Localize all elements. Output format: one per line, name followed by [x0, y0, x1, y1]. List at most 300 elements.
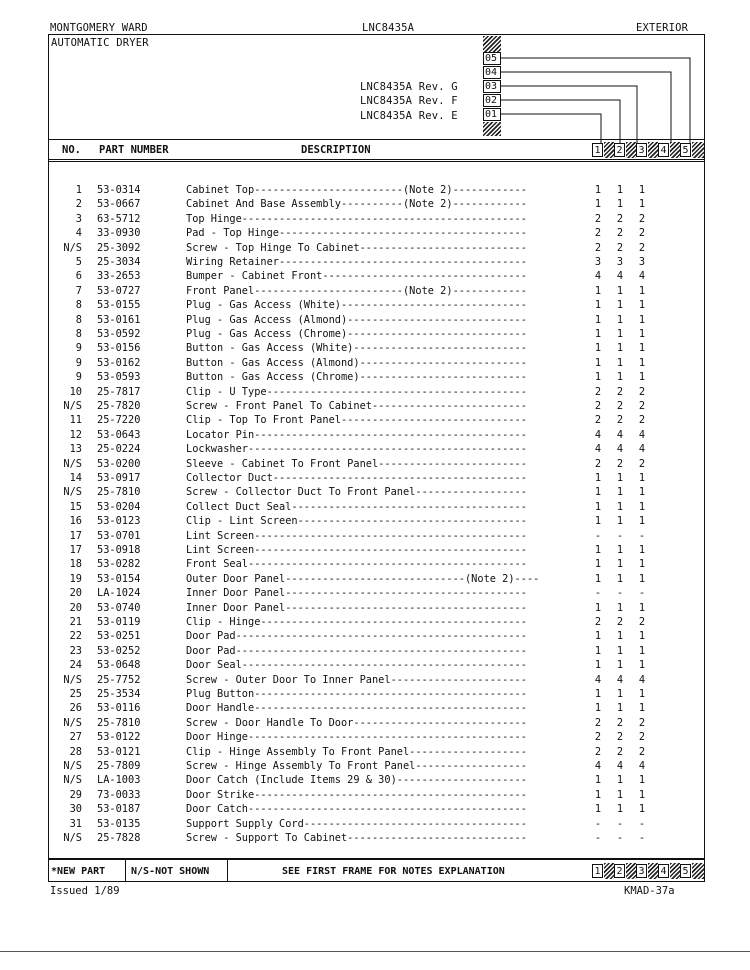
rev-code-05: 05	[483, 52, 501, 65]
table-row	[0, 701, 750, 715]
quantity-cell: 2	[638, 616, 646, 628]
quantity-cell: 1	[638, 313, 646, 326]
quantity-cell: 2	[616, 731, 624, 744]
rev-code-02: 02	[483, 94, 501, 107]
table-row	[0, 413, 750, 427]
part-number: 25-7817	[97, 385, 141, 398]
quantity-cell: -	[616, 587, 624, 600]
quantity-cell: 1	[594, 688, 602, 700]
quantity-cell: 4	[638, 673, 646, 686]
item-number: 17	[69, 529, 82, 542]
item-number: N/S	[63, 241, 82, 254]
quantity-cell: -	[638, 817, 646, 830]
table-row	[0, 586, 750, 600]
part-description: Wiring Retainer----------------------------------------	[186, 256, 527, 268]
part-description: Door Pad-----------------------------------------------	[186, 630, 527, 643]
item-number: 24	[69, 659, 82, 672]
quantity-cell: 1	[616, 313, 624, 326]
quantity-cell: 1	[594, 328, 602, 340]
quantity-cell: 1	[638, 198, 646, 211]
part-number: 53-0314	[97, 184, 141, 196]
quantity-cell: 2	[594, 616, 602, 628]
quantity-cell: 1	[594, 500, 602, 513]
quantity-cell: 1	[594, 299, 602, 312]
quantity-cell: 1	[594, 702, 602, 715]
quantity-cell: 1	[594, 472, 602, 484]
part-description: Screw - Front Panel To Cabinet-------------------------	[186, 400, 527, 412]
table-row	[0, 313, 750, 327]
item-number: N/S	[63, 760, 82, 772]
table-row	[0, 759, 750, 773]
table-row	[0, 745, 750, 759]
quantity-cell: 1	[594, 371, 602, 384]
quantity-cell: 1	[594, 601, 602, 614]
item-number: 18	[69, 558, 82, 571]
part-description: Front Seal---------------------------------------------	[186, 558, 527, 571]
item-number: 23	[69, 644, 82, 657]
table-row	[0, 327, 750, 341]
quantity-cell: 1	[616, 371, 624, 384]
part-number: 53-0701	[97, 529, 141, 542]
part-description: Plug - Gas Access (Almond)-----------------------------	[186, 313, 527, 326]
table-row	[0, 183, 750, 197]
footer-notes: SEE FIRST FRAME FOR NOTES EXPLANATION	[282, 866, 505, 877]
part-number: 53-0282	[97, 558, 141, 571]
quantity-cell: 1	[638, 572, 646, 585]
part-description: Button - Gas Access (Chrome)---------------------------	[186, 371, 527, 384]
quantity-cell: 2	[594, 400, 602, 412]
quantity-cell: 1	[638, 688, 646, 700]
table-row	[0, 370, 750, 384]
table-row	[0, 284, 750, 298]
part-number: 53-0251	[97, 630, 141, 643]
footer-qty-column-2: 2	[614, 864, 625, 878]
quantity-cell: 1	[616, 774, 624, 787]
table-row	[0, 817, 750, 831]
quantity-cell: 1	[616, 356, 624, 369]
part-description: Collector Duct-----------------------------------------	[186, 472, 527, 484]
table-row	[0, 773, 750, 787]
table-row	[0, 615, 750, 629]
table-row	[0, 356, 750, 370]
part-number: 53-0740	[97, 601, 141, 614]
quantity-cell: 1	[638, 702, 646, 715]
quantity-cell: 1	[638, 299, 646, 312]
quantity-cell: 1	[616, 198, 624, 211]
quantity-cell: 4	[594, 443, 602, 456]
item-number: 2	[75, 198, 82, 211]
quantity-cell: 2	[616, 616, 624, 628]
quantity-cell: 1	[616, 702, 624, 715]
part-number: 53-0917	[97, 472, 141, 484]
rev-code-04: 04	[483, 66, 501, 79]
part-number: 53-0135	[97, 817, 141, 830]
part-number: 73-0033	[97, 788, 141, 801]
quantity-cell: 2	[616, 227, 624, 240]
quantity-cell: 2	[616, 212, 624, 225]
quantity-cell: -	[594, 832, 602, 844]
part-description: Screw - Collector Duct To Front Panel------------------	[186, 486, 527, 499]
quantity-cell: 2	[638, 745, 646, 758]
item-number: 22	[69, 630, 82, 643]
quantity-cell: 1	[638, 601, 646, 614]
quantity-cell: 1	[638, 803, 646, 816]
item-number: 21	[69, 616, 82, 628]
parts-list	[0, 183, 750, 853]
table-row	[0, 500, 750, 514]
qty-column-4: 4	[658, 143, 669, 157]
table-row	[0, 428, 750, 442]
table-row	[0, 529, 750, 543]
table-row	[0, 572, 750, 586]
qty-column-hatch	[692, 142, 704, 158]
quantity-cell: 2	[594, 457, 602, 470]
quantity-cell: 4	[594, 760, 602, 772]
table-row	[0, 442, 750, 456]
quantity-cell: 4	[638, 270, 646, 283]
table-row	[0, 485, 750, 499]
revision-label-e: LNC8435A Rev. E	[360, 110, 458, 122]
item-number: 6	[75, 270, 82, 283]
quantity-cell: 2	[638, 716, 646, 729]
part-description: Lint Screen--------------------------------------------	[186, 544, 527, 556]
quantity-cell: 1	[638, 328, 646, 340]
quantity-cell: 2	[616, 457, 624, 470]
quantity-cell: 4	[616, 428, 624, 441]
part-description: Door Catch---------------------------------------------	[186, 803, 527, 816]
quantity-cell: 4	[616, 443, 624, 456]
part-number: 53-0116	[97, 702, 141, 715]
part-number: 25-7828	[97, 832, 141, 844]
part-number: 25-7809	[97, 760, 141, 772]
part-description: Clip - Hinge Assembly To Front Panel-------------------	[186, 745, 527, 758]
scan-edge-rule	[0, 951, 750, 952]
quantity-cell: 1	[616, 328, 624, 340]
table-row	[0, 557, 750, 571]
part-number: 25-7752	[97, 673, 141, 686]
quantity-cell: 1	[594, 184, 602, 196]
part-description: Support Supply Cord------------------------------------	[186, 817, 527, 830]
part-number: LA-1024	[97, 587, 141, 600]
brand-label: MONTGOMERY WARD	[50, 22, 148, 34]
quantity-cell: 2	[616, 414, 624, 427]
quantity-cell: 1	[638, 788, 646, 801]
part-description: Button - Gas Access (White)----------------------------	[186, 342, 527, 355]
part-number: 25-7820	[97, 400, 141, 412]
part-description: Collect Duct Seal--------------------------------------	[186, 500, 527, 513]
item-number: 9	[75, 356, 82, 369]
quantity-cell: 1	[616, 572, 624, 585]
table-row	[0, 788, 750, 802]
part-description: Lockwasher---------------------------------------------	[186, 443, 527, 456]
part-description: Screw - Hinge Assembly To Front Panel------------------	[186, 760, 527, 772]
part-number: 53-0667	[97, 198, 141, 211]
item-number: 5	[75, 256, 82, 268]
quantity-cell: 2	[638, 400, 646, 412]
item-number: N/S	[63, 774, 82, 787]
item-number: 9	[75, 371, 82, 384]
rev-code-03: 03	[483, 80, 501, 93]
quantity-cell: 2	[616, 400, 624, 412]
part-number: 33-0930	[97, 227, 141, 240]
part-description: Lint Screen--------------------------------------------	[186, 529, 527, 542]
part-description: Clip - U Type------------------------------------------	[186, 385, 527, 398]
quantity-cell: 4	[616, 270, 624, 283]
quantity-cell: 4	[638, 760, 646, 772]
part-number: 53-0123	[97, 515, 141, 528]
part-number: 53-0162	[97, 356, 141, 369]
item-number: 20	[69, 587, 82, 600]
item-number: 29	[69, 788, 82, 801]
item-number: N/S	[63, 400, 82, 412]
quantity-cell: -	[594, 529, 602, 542]
quantity-cell: 1	[616, 486, 624, 499]
item-number: 12	[69, 428, 82, 441]
table-row	[0, 514, 750, 528]
qty-column-2: 2	[614, 143, 625, 157]
product-label: AUTOMATIC DRYER	[51, 37, 149, 49]
part-number: 53-0204	[97, 500, 141, 513]
quantity-cell: 2	[616, 241, 624, 254]
quantity-cell: 2	[594, 716, 602, 729]
quantity-cell: -	[616, 817, 624, 830]
item-number: N/S	[63, 832, 82, 844]
part-number: 53-0592	[97, 328, 141, 340]
qty-column-hatch	[604, 142, 614, 158]
part-number: 53-0154	[97, 572, 141, 585]
part-description: Front Panel------------------------(Note 2)------------	[186, 284, 527, 297]
table-row	[0, 802, 750, 816]
part-number: 25-3534	[97, 688, 141, 700]
table-row	[0, 471, 750, 485]
table-row	[0, 226, 750, 240]
item-number: 14	[69, 472, 82, 484]
part-number: LA-1003	[97, 774, 141, 787]
part-number: 53-0187	[97, 803, 141, 816]
quantity-cell: 1	[638, 558, 646, 571]
table-row	[0, 255, 750, 269]
part-description: Door Seal----------------------------------------------	[186, 659, 527, 672]
table-row	[0, 269, 750, 283]
table-row	[0, 601, 750, 615]
quantity-cell: 2	[594, 385, 602, 398]
table-row	[0, 644, 750, 658]
item-number: 19	[69, 572, 82, 585]
part-description: Cabinet Top------------------------(Note 2)------------	[186, 184, 527, 196]
quantity-cell: 1	[594, 659, 602, 672]
quantity-cell: 3	[616, 256, 624, 268]
quantity-cell: 1	[616, 544, 624, 556]
qty-column-hatch	[648, 142, 658, 158]
quantity-cell: 1	[594, 558, 602, 571]
section-label: EXTERIOR	[636, 22, 689, 34]
table-row	[0, 687, 750, 701]
quantity-cell: 4	[638, 428, 646, 441]
footer-qty-hatch	[604, 863, 614, 879]
quantity-cell: 1	[638, 284, 646, 297]
quantity-cell: 1	[638, 515, 646, 528]
part-description: Door Catch (Include Items 29 & 30)---------------------	[186, 774, 527, 787]
quantity-cell: 1	[594, 630, 602, 643]
part-number: 53-0156	[97, 342, 141, 355]
qty-column-3: 3	[636, 143, 647, 157]
quantity-cell: 2	[638, 227, 646, 240]
quantity-cell: 1	[616, 342, 624, 355]
quantity-cell: 3	[594, 256, 602, 268]
part-number: 53-0121	[97, 745, 141, 758]
part-description: Screw - Top Hinge To Cabinet---------------------------	[186, 241, 527, 254]
part-number: 25-7810	[97, 716, 141, 729]
part-description: Top Hinge----------------------------------------------	[186, 212, 527, 225]
quantity-cell: -	[638, 587, 646, 600]
quantity-cell: 1	[616, 601, 624, 614]
quantity-cell: 1	[616, 184, 624, 196]
quantity-cell: 1	[616, 644, 624, 657]
quantity-cell: 1	[616, 659, 624, 672]
quantity-cell: 1	[616, 558, 624, 571]
quantity-cell: 2	[638, 731, 646, 744]
quantity-cell: 1	[594, 313, 602, 326]
footer-new-part: *NEW PART	[51, 866, 106, 877]
quantity-cell: 4	[594, 673, 602, 686]
table-row	[0, 716, 750, 730]
table-row	[0, 730, 750, 744]
footer-qty-hatch	[626, 863, 636, 879]
quantity-cell: 1	[638, 356, 646, 369]
quantity-cell: -	[638, 529, 646, 542]
item-number: N/S	[63, 673, 82, 686]
footer-divider	[227, 859, 228, 882]
quantity-cell: 1	[638, 472, 646, 484]
quantity-cell: 1	[616, 803, 624, 816]
part-number: 63-5712	[97, 212, 141, 225]
footer-qty-hatch	[648, 863, 658, 879]
quantity-cell: 1	[594, 356, 602, 369]
part-description: Plug - Gas Access (Chrome)-----------------------------	[186, 328, 527, 340]
part-description: Sleeve - Cabinet To Front Panel------------------------	[186, 457, 527, 470]
item-number: 15	[69, 500, 82, 513]
quantity-cell: 4	[594, 270, 602, 283]
quantity-cell: 2	[616, 716, 624, 729]
quantity-cell: 1	[638, 644, 646, 657]
quantity-cell: 2	[638, 212, 646, 225]
item-number: 13	[69, 443, 82, 456]
footer-qty-column-5: 5	[680, 864, 691, 878]
item-number: 8	[75, 328, 82, 340]
quantity-cell: -	[594, 587, 602, 600]
quantity-cell: 1	[638, 500, 646, 513]
quantity-cell: 2	[594, 227, 602, 240]
item-number: 31	[69, 817, 82, 830]
quantity-cell: 1	[594, 544, 602, 556]
quantity-cell: 1	[616, 630, 624, 643]
document-code: KMAD-37a	[624, 885, 675, 897]
item-number: 25	[69, 688, 82, 700]
quantity-cell: 2	[638, 414, 646, 427]
part-description: Clip - Hinge-------------------------------------------	[186, 616, 527, 628]
item-number: 9	[75, 342, 82, 355]
part-description: Door Handle--------------------------------------------	[186, 702, 527, 715]
quantity-cell: -	[638, 832, 646, 844]
quantity-cell: 1	[638, 544, 646, 556]
part-number: 25-3092	[97, 241, 141, 254]
quantity-cell: 2	[594, 414, 602, 427]
part-number: 53-0122	[97, 731, 141, 744]
part-description: Clip - Lint Screen-------------------------------------	[186, 515, 527, 528]
quantity-cell: 4	[616, 760, 624, 772]
qty-column-5: 5	[680, 143, 691, 157]
quantity-cell: 1	[594, 198, 602, 211]
part-number: 53-0648	[97, 659, 141, 672]
part-number: 25-7810	[97, 486, 141, 499]
table-row	[0, 457, 750, 471]
part-description: Button - Gas Access (Almond)---------------------------	[186, 356, 527, 369]
quantity-cell: 1	[594, 284, 602, 297]
footer-qty-hatch	[670, 863, 680, 879]
qty-column-1: 1	[592, 143, 603, 157]
part-number: 53-0593	[97, 371, 141, 384]
quantity-cell: -	[594, 817, 602, 830]
quantity-cell: 1	[594, 486, 602, 499]
quantity-cell: 2	[616, 385, 624, 398]
quantity-cell: 1	[616, 500, 624, 513]
item-number: 4	[75, 227, 82, 240]
quantity-cell: 1	[638, 371, 646, 384]
footer-not-shown: N/S-NOT SHOWN	[131, 866, 210, 877]
part-number: 53-0200	[97, 457, 141, 470]
part-description: Inner Door Panel---------------------------------------	[186, 587, 527, 600]
part-description: Pad - Top Hinge----------------------------------------	[186, 227, 527, 240]
quantity-cell: 4	[616, 673, 624, 686]
quantity-cell: -	[616, 832, 624, 844]
item-number: 3	[75, 212, 82, 225]
quantity-cell: 1	[594, 572, 602, 585]
part-description: Plug - Gas Access (White)------------------------------	[186, 299, 527, 312]
table-row	[0, 197, 750, 211]
table-row	[0, 385, 750, 399]
table-row	[0, 341, 750, 355]
quantity-cell: 2	[594, 745, 602, 758]
column-header-top-rule	[48, 139, 705, 140]
qty-column-hatch	[670, 142, 680, 158]
part-description: Inner Door Panel---------------------------------------	[186, 601, 527, 614]
quantity-cell: 1	[594, 803, 602, 816]
quantity-cell: 1	[638, 659, 646, 672]
quantity-cell: 2	[616, 745, 624, 758]
issued-date: Issued 1/89	[50, 885, 120, 897]
quantity-cell: 1	[616, 284, 624, 297]
part-description: Screw - Door Handle To Door----------------------------	[186, 716, 527, 729]
quantity-cell: 1	[638, 184, 646, 196]
part-number: 25-7220	[97, 414, 141, 427]
part-number: 25-0224	[97, 443, 141, 456]
footer-qty-column-3: 3	[636, 864, 647, 878]
quantity-cell: 1	[616, 515, 624, 528]
part-description: Outer Door Panel-----------------------------(Note 2)----	[186, 572, 540, 585]
part-description: Cabinet And Base Assembly----------(Note 2)------------	[186, 198, 527, 211]
part-description: Screw - Support To Cabinet-----------------------------	[186, 832, 527, 844]
footer-divider	[125, 859, 126, 882]
part-number: 53-0918	[97, 544, 141, 556]
quantity-cell: 1	[594, 342, 602, 355]
quantity-cell: 3	[638, 256, 646, 268]
item-number: 28	[69, 745, 82, 758]
quantity-cell: 2	[638, 241, 646, 254]
item-number: 7	[75, 284, 82, 297]
quantity-cell: 1	[638, 630, 646, 643]
column-header-description: DESCRIPTION	[301, 144, 371, 156]
item-number: 16	[69, 515, 82, 528]
